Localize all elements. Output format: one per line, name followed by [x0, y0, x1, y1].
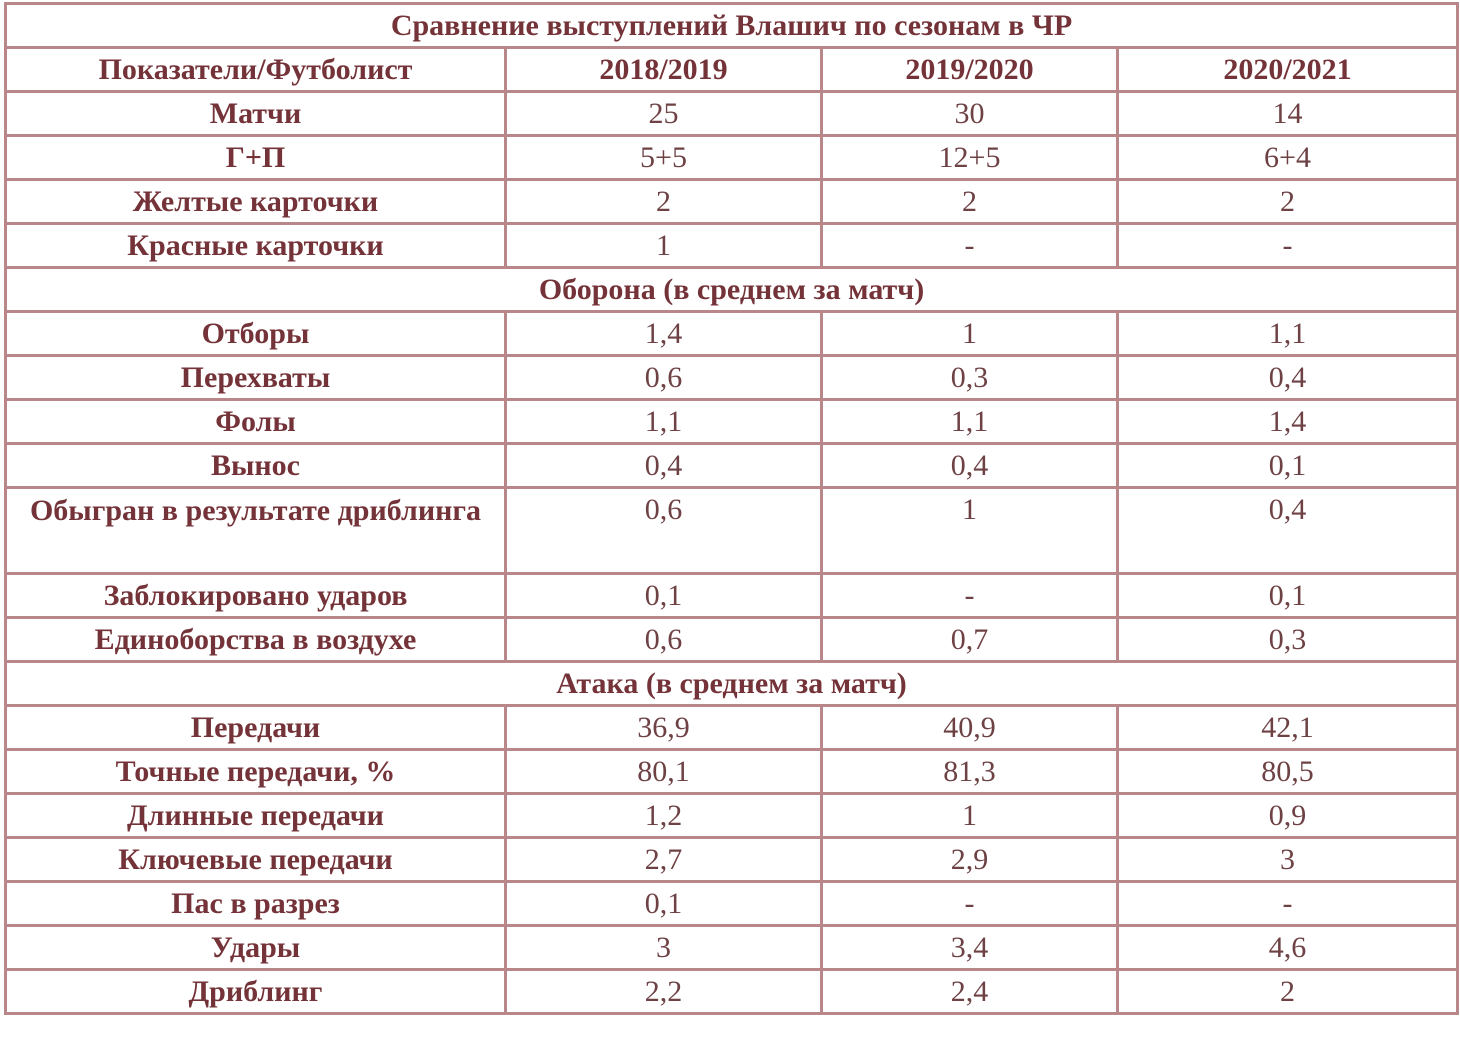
table-row — [6, 882, 1458, 926]
row-value: 0,1 — [1118, 574, 1458, 618]
row-value: 1 — [822, 488, 1118, 574]
row-value: 2 — [1118, 970, 1458, 1014]
row-value: 1,4 — [1118, 400, 1458, 444]
table-row — [6, 706, 1458, 750]
table-row — [6, 312, 1458, 356]
row-value: 30 — [822, 92, 1118, 136]
row-value: 0,7 — [822, 618, 1118, 662]
row-value: 2 — [506, 180, 822, 224]
row-value: 2,9 — [822, 838, 1118, 882]
table-row — [6, 794, 1458, 838]
row-value: 12+5 — [822, 136, 1118, 180]
row-value: 0,3 — [822, 356, 1118, 400]
row-value: - — [1118, 224, 1458, 268]
table-body — [6, 4, 1458, 1014]
row-value: 81,3 — [822, 750, 1118, 794]
section-title-defense: Оборона (в среднем за матч) — [6, 268, 1458, 312]
table-row — [6, 618, 1458, 662]
row-value: 25 — [506, 92, 822, 136]
section-header-row — [6, 662, 1458, 706]
table-row — [6, 750, 1458, 794]
row-value: 2 — [1118, 180, 1458, 224]
row-value: 1 — [822, 794, 1118, 838]
row-label: Фолы — [6, 400, 506, 444]
row-value: 1,2 — [506, 794, 822, 838]
section-header-row — [6, 268, 1458, 312]
row-value: 0,4 — [1118, 356, 1458, 400]
header-label: Показатели/Футболист — [6, 48, 506, 92]
row-value: 0,6 — [506, 618, 822, 662]
row-value: - — [1118, 882, 1458, 926]
row-value: 0,1 — [506, 574, 822, 618]
row-label: Отборы — [6, 312, 506, 356]
row-value: 3,4 — [822, 926, 1118, 970]
row-value: 42,1 — [1118, 706, 1458, 750]
row-label: Желтые карточки — [6, 180, 506, 224]
table-row — [6, 356, 1458, 400]
row-label: Матчи — [6, 92, 506, 136]
row-label: Обыгран в результате дриблинга — [6, 488, 506, 574]
row-value: - — [822, 224, 1118, 268]
row-value: 2,7 — [506, 838, 822, 882]
header-season: 2020/2021 — [1118, 48, 1458, 92]
table-row — [6, 444, 1458, 488]
row-value: 0,4 — [506, 444, 822, 488]
row-value: 3 — [506, 926, 822, 970]
row-value: - — [822, 574, 1118, 618]
table-title-row — [6, 4, 1458, 48]
header-season: 2018/2019 — [506, 48, 822, 92]
row-label: Удары — [6, 926, 506, 970]
row-value: 40,9 — [822, 706, 1118, 750]
row-value: 0,6 — [506, 356, 822, 400]
stats-table-container — [4, 2, 1456, 1015]
table-row — [6, 224, 1458, 268]
row-value: 0,9 — [1118, 794, 1458, 838]
row-value: 1,1 — [506, 400, 822, 444]
row-value: 3 — [1118, 838, 1458, 882]
table-title: Сравнение выступлений Влашич по сезонам в ЧР — [6, 4, 1458, 48]
row-value: 1,1 — [822, 400, 1118, 444]
row-value: 2 — [822, 180, 1118, 224]
row-value: 0,4 — [822, 444, 1118, 488]
table-row — [6, 926, 1458, 970]
table-row — [6, 488, 1458, 574]
row-value: 0,4 — [1118, 488, 1458, 574]
row-label: Вынос — [6, 444, 506, 488]
section-title-attack: Атака (в среднем за матч) — [6, 662, 1458, 706]
row-value: 0,3 — [1118, 618, 1458, 662]
table-row — [6, 400, 1458, 444]
table-row — [6, 136, 1458, 180]
table-row — [6, 180, 1458, 224]
row-label: Пас в разрез — [6, 882, 506, 926]
row-label: Точные передачи, % — [6, 750, 506, 794]
row-label: Ключевые передачи — [6, 838, 506, 882]
row-value: - — [822, 882, 1118, 926]
row-value: 14 — [1118, 92, 1458, 136]
row-label: Передачи — [6, 706, 506, 750]
row-label: Длинные передачи — [6, 794, 506, 838]
row-value: 0,6 — [506, 488, 822, 574]
row-value: 2,2 — [506, 970, 822, 1014]
row-value: 1 — [822, 312, 1118, 356]
table-row — [6, 838, 1458, 882]
row-value: 6+4 — [1118, 136, 1458, 180]
row-value: 36,9 — [506, 706, 822, 750]
row-value: 1 — [506, 224, 822, 268]
row-value: 0,1 — [506, 882, 822, 926]
row-value: 5+5 — [506, 136, 822, 180]
row-label: Единоборства в воздухе — [6, 618, 506, 662]
table-header-row — [6, 48, 1458, 92]
row-value: 1,1 — [1118, 312, 1458, 356]
row-value: 0,1 — [1118, 444, 1458, 488]
row-value: 80,5 — [1118, 750, 1458, 794]
row-value: 4,6 — [1118, 926, 1458, 970]
row-value: 1,4 — [506, 312, 822, 356]
row-label: Заблокировано ударов — [6, 574, 506, 618]
table-row — [6, 92, 1458, 136]
row-value: 80,1 — [506, 750, 822, 794]
row-value: 2,4 — [822, 970, 1118, 1014]
row-label: Красные карточки — [6, 224, 506, 268]
table-row — [6, 574, 1458, 618]
row-label: Дриблинг — [6, 970, 506, 1014]
stats-comparison-table — [4, 2, 1459, 1015]
table-row — [6, 970, 1458, 1014]
header-season: 2019/2020 — [822, 48, 1118, 92]
row-label: Г+П — [6, 136, 506, 180]
row-label: Перехваты — [6, 356, 506, 400]
